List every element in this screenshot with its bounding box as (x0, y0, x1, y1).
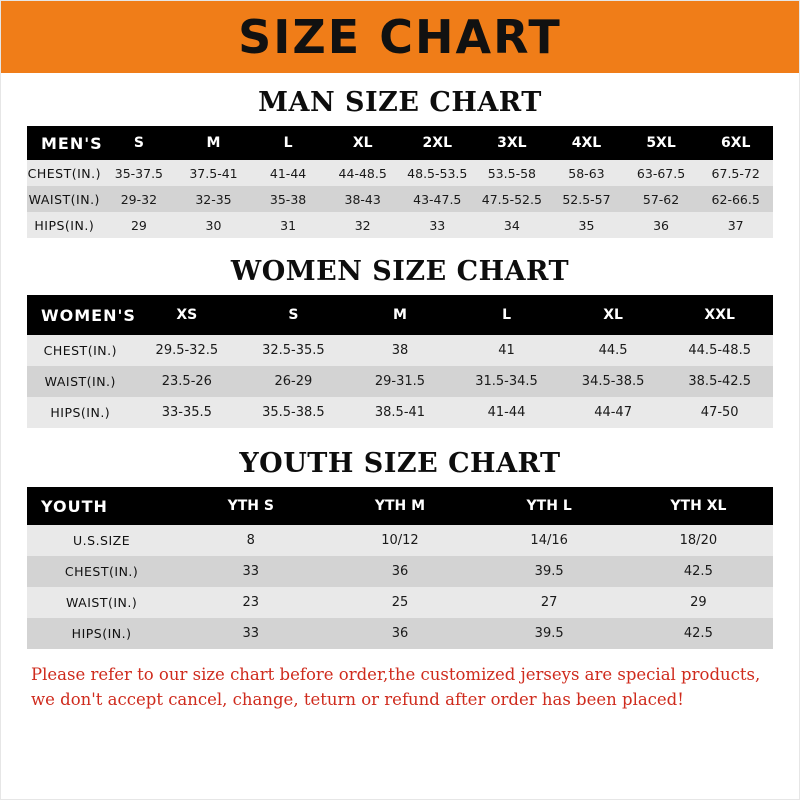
women-cell: 29-31.5 (347, 366, 454, 397)
men-table-body (27, 160, 773, 238)
women-cell: 31.5-34.5 (453, 366, 560, 397)
men-row-label: WAIST(IN.) (27, 186, 102, 212)
men-row-label: CHEST(IN.) (27, 160, 102, 186)
women-cell: 26-29 (240, 366, 347, 397)
women-cell: 33-35.5 (134, 397, 241, 428)
footer-note (27, 663, 773, 713)
women-col-header: M (347, 295, 454, 335)
women-cell: 41 (453, 335, 560, 366)
women-row-label: CHEST(IN.) (27, 335, 134, 366)
men-cell: 38-43 (325, 186, 400, 212)
women-col-header: XS (134, 295, 241, 335)
men-header-row (27, 126, 773, 160)
youth-size-table (27, 487, 773, 649)
youth-cell: 42.5 (624, 556, 773, 587)
youth-col-header: YTH M (325, 487, 474, 525)
men-cell: 30 (176, 212, 251, 238)
women-cell: 47-50 (666, 397, 773, 428)
table-row (27, 397, 773, 428)
youth-col-header: YTH L (475, 487, 624, 525)
women-cell: 38.5-42.5 (666, 366, 773, 397)
youth-cell: 29 (624, 587, 773, 618)
men-section-title: MAN SIZE CHART (258, 87, 542, 118)
men-cell: 58-63 (549, 160, 624, 186)
youth-table-head (27, 487, 773, 525)
footer-note-line-2: we don't accept cancel, change, teturn or refund after order has been placed! (31, 689, 684, 709)
men-cell: 62-66.5 (698, 186, 773, 212)
women-cell: 38.5-41 (347, 397, 454, 428)
youth-row-label: HIPS(IN.) (27, 618, 176, 649)
table-row (27, 366, 773, 397)
men-cell: 44-48.5 (325, 160, 400, 186)
youth-row-label: WAIST(IN.) (27, 587, 176, 618)
women-cell: 29.5-32.5 (134, 335, 241, 366)
women-cell: 41-44 (453, 397, 560, 428)
table-row (27, 335, 773, 366)
youth-cell: 39.5 (475, 618, 624, 649)
men-cell: 63-67.5 (624, 160, 699, 186)
men-col-header: XL (325, 126, 400, 160)
men-cell: 29-32 (102, 186, 177, 212)
youth-row-label: U.S.SIZE (27, 525, 176, 556)
table-row (27, 618, 773, 649)
chart-content (1, 73, 799, 799)
youth-cell: 25 (325, 587, 474, 618)
men-cell: 67.5-72 (698, 160, 773, 186)
men-cell: 35-38 (251, 186, 326, 212)
men-cell: 37.5-41 (176, 160, 251, 186)
men-cell: 34 (475, 212, 550, 238)
youth-cell: 10/12 (325, 525, 474, 556)
women-row-label: WAIST(IN.) (27, 366, 134, 397)
youth-cell: 23 (176, 587, 325, 618)
women-col-header: S (240, 295, 347, 335)
youth-cell: 14/16 (475, 525, 624, 556)
men-col-header: 2XL (400, 126, 475, 160)
youth-col-header: YTH S (176, 487, 325, 525)
page-title: SIZE CHART (238, 10, 562, 64)
men-cell: 37 (698, 212, 773, 238)
table-row (27, 186, 773, 212)
men-col-header: L (251, 126, 326, 160)
men-cell: 43-47.5 (400, 186, 475, 212)
men-corner-label: MEN'S (27, 126, 102, 160)
men-col-header: 5XL (624, 126, 699, 160)
women-cell: 32.5-35.5 (240, 335, 347, 366)
men-cell: 33 (400, 212, 475, 238)
men-cell: 57-62 (624, 186, 699, 212)
women-cell: 44-47 (560, 397, 667, 428)
men-cell: 29 (102, 212, 177, 238)
men-cell: 53.5-58 (475, 160, 550, 186)
women-row-label: HIPS(IN.) (27, 397, 134, 428)
men-col-header: S (102, 126, 177, 160)
women-table-body (27, 335, 773, 428)
men-cell: 32-35 (176, 186, 251, 212)
men-col-header: 4XL (549, 126, 624, 160)
youth-cell: 8 (176, 525, 325, 556)
table-row (27, 587, 773, 618)
men-cell: 35-37.5 (102, 160, 177, 186)
youth-cell: 33 (176, 618, 325, 649)
youth-cell: 36 (325, 556, 474, 587)
youth-cell: 18/20 (624, 525, 773, 556)
women-header-row (27, 295, 773, 335)
footer-note-line-1: Please refer to our size chart before order,the customized jerseys are special products, (31, 665, 761, 684)
women-cell: 35.5-38.5 (240, 397, 347, 428)
men-col-header: 3XL (475, 126, 550, 160)
youth-header-row (27, 487, 773, 525)
youth-table-body (27, 525, 773, 649)
youth-section-title: YOUTH SIZE CHART (239, 448, 561, 479)
women-cell: 44.5-48.5 (666, 335, 773, 366)
men-cell: 41-44 (251, 160, 326, 186)
youth-cell: 27 (475, 587, 624, 618)
women-table-head (27, 295, 773, 335)
youth-col-header: YTH XL (624, 487, 773, 525)
women-section-title: WOMEN SIZE CHART (230, 256, 570, 287)
youth-cell: 39.5 (475, 556, 624, 587)
youth-cell: 36 (325, 618, 474, 649)
table-row (27, 212, 773, 238)
women-col-header: XXL (666, 295, 773, 335)
men-cell: 36 (624, 212, 699, 238)
youth-row-label: CHEST(IN.) (27, 556, 176, 587)
women-size-table (27, 295, 773, 428)
table-row (27, 160, 773, 186)
men-cell: 31 (251, 212, 326, 238)
women-cell: 34.5-38.5 (560, 366, 667, 397)
women-corner-label: WOMEN'S (27, 295, 134, 335)
men-cell: 35 (549, 212, 624, 238)
women-cell: 23.5-26 (134, 366, 241, 397)
men-cell: 52.5-57 (549, 186, 624, 212)
men-size-table (27, 126, 773, 238)
men-cell: 47.5-52.5 (475, 186, 550, 212)
women-col-header: XL (560, 295, 667, 335)
men-cell: 48.5-53.5 (400, 160, 475, 186)
youth-corner-label: YOUTH (27, 487, 176, 525)
table-row (27, 556, 773, 587)
header-band (1, 1, 799, 73)
men-col-header: 6XL (698, 126, 773, 160)
men-col-header: M (176, 126, 251, 160)
women-cell: 38 (347, 335, 454, 366)
women-cell: 44.5 (560, 335, 667, 366)
women-col-header: L (453, 295, 560, 335)
youth-cell: 42.5 (624, 618, 773, 649)
men-cell: 32 (325, 212, 400, 238)
table-row (27, 525, 773, 556)
men-table-head (27, 126, 773, 160)
youth-cell: 33 (176, 556, 325, 587)
men-row-label: HIPS(IN.) (27, 212, 102, 238)
